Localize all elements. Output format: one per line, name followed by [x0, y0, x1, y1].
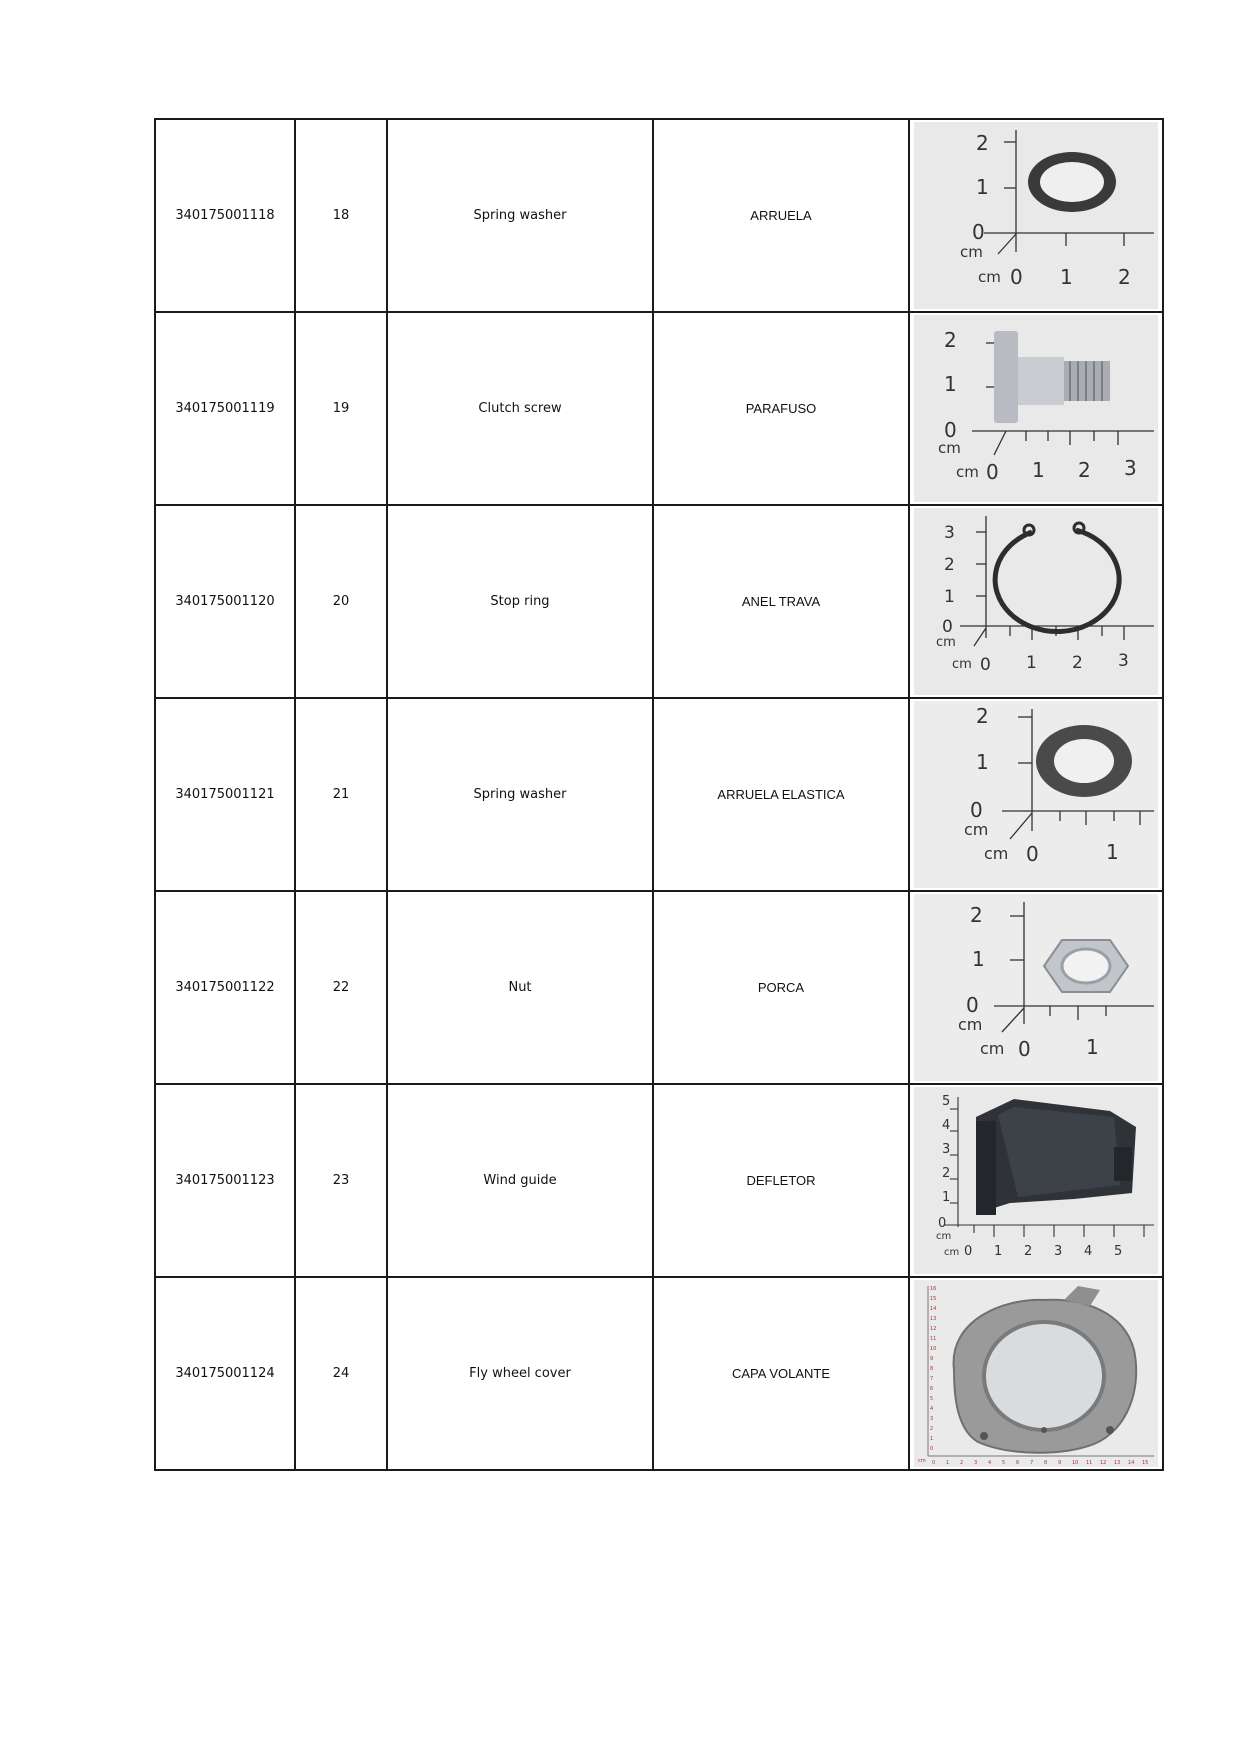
flywheel-cover-photo [914, 1280, 1158, 1467]
scale-y-label: 2 [930, 1426, 934, 1432]
scale-y-label: 16 [930, 1286, 937, 1292]
position-number: 22 [295, 891, 387, 1084]
scale-y-label: 3 [930, 1416, 934, 1422]
part-photo-cell [909, 505, 1163, 698]
scale-x-label: 0 [1026, 842, 1039, 866]
description-en: Spring washer [387, 698, 653, 891]
spring-washer-photo [914, 122, 1158, 309]
scale-y-label: 2 [970, 903, 983, 927]
scale-x-label: 2 [1078, 458, 1091, 482]
description-pt: DEFLETOR [653, 1084, 909, 1277]
scale-unit-label: cm [956, 463, 979, 481]
description-en: Fly wheel cover [387, 1277, 653, 1470]
scale-unit-label: cm [936, 635, 956, 650]
scale-y-label: 0 [930, 1446, 934, 1452]
scale-unit-label: cm [984, 844, 1009, 863]
part-photo-cell [909, 698, 1163, 891]
split-washer-photo [914, 701, 1158, 888]
scale-x-label: 1 [1106, 840, 1119, 864]
position-number: 18 [295, 119, 387, 312]
table-row [155, 119, 1163, 312]
description-pt: ANEL TRAVA [653, 505, 909, 698]
scale-y-label: 0 [970, 798, 983, 822]
scale-unit-label: cm [938, 439, 961, 457]
scale-y-label: 0 [938, 1216, 947, 1231]
part-photo-cell [909, 312, 1163, 505]
position-number: 23 [295, 1084, 387, 1277]
part-code: 340175001124 [155, 1277, 295, 1470]
scale-x-label: 2 [1024, 1244, 1033, 1259]
description-pt: ARRUELA [653, 119, 909, 312]
scale-unit-label: cm [936, 1231, 952, 1242]
description-en: Clutch screw [387, 312, 653, 505]
scale-x-label: 12 [1100, 1460, 1107, 1466]
scale-y-label: 1 [944, 372, 957, 396]
scale-x-label: 15 [1142, 1460, 1149, 1466]
scale-x-label: 4 [988, 1460, 992, 1466]
scale-y-label: 1 [972, 947, 985, 971]
scale-y-label: 0 [942, 617, 953, 637]
description-en: Nut [387, 891, 653, 1084]
scale-y-label: 14 [930, 1306, 937, 1312]
scale-x-label: 2 [960, 1460, 964, 1466]
scale-y-label: 0 [966, 993, 979, 1017]
scale-y-label: 10 [930, 1346, 937, 1352]
scale-y-label: 2 [976, 704, 989, 728]
description-en: Stop ring [387, 505, 653, 698]
scale-y-label: 0 [972, 220, 985, 244]
stop-ring-photo [914, 508, 1158, 695]
scale-y-label: 1 [942, 1190, 951, 1205]
scale-unit-label: cm [958, 1015, 983, 1034]
scale-unit-label: cm [980, 1039, 1005, 1058]
position-number: 21 [295, 698, 387, 891]
scale-x-label: 3 [1124, 456, 1137, 480]
scale-x-label: 1 [1032, 458, 1045, 482]
hex-nut-photo [914, 894, 1158, 1081]
scale-x-label: 14 [1128, 1460, 1135, 1466]
scale-x-label: 1 [1060, 265, 1073, 289]
scale-x-label: 2 [1072, 653, 1083, 673]
position-number: 20 [295, 505, 387, 698]
scale-unit-label: cm [944, 1247, 960, 1258]
scale-x-label: 0 [986, 460, 999, 484]
scale-x-label: 9 [1058, 1460, 1062, 1466]
description-en: Spring washer [387, 119, 653, 312]
scale-x-label: 0 [1018, 1037, 1031, 1061]
scale-unit-label: cm [964, 820, 989, 839]
table-row [155, 698, 1163, 891]
scale-x-label: 11 [1086, 1460, 1093, 1466]
scale-y-label: 7 [930, 1376, 934, 1382]
scale-y-label: 13 [930, 1316, 937, 1322]
scale-x-label: 1 [946, 1460, 950, 1466]
scale-y-label: 9 [930, 1356, 934, 1362]
scale-y-label: 3 [942, 1142, 951, 1157]
scale-y-label: 6 [930, 1386, 934, 1392]
scale-y-label: 4 [942, 1118, 951, 1133]
scale-y-label: 15 [930, 1296, 937, 1302]
scale-y-label: 4 [930, 1406, 934, 1412]
part-code: 340175001123 [155, 1084, 295, 1277]
scale-y-label: 8 [930, 1366, 934, 1372]
scale-x-label: 4 [1084, 1244, 1093, 1259]
scale-unit-label: cm [918, 1458, 926, 1464]
table-row [155, 891, 1163, 1084]
description-en: Wind guide [387, 1084, 653, 1277]
scale-x-label: 1 [1026, 653, 1037, 673]
scale-y-label: 11 [930, 1336, 937, 1342]
description-pt: PARAFUSO [653, 312, 909, 505]
table-row [155, 1277, 1163, 1470]
scale-y-label: 2 [944, 555, 955, 575]
wind-guide-photo [914, 1087, 1158, 1274]
scale-unit-label: cm [952, 657, 972, 672]
scale-y-label: 1 [930, 1436, 934, 1442]
part-code: 340175001122 [155, 891, 295, 1084]
position-number: 24 [295, 1277, 387, 1470]
part-photo-cell [909, 119, 1163, 312]
scale-x-label: 1 [994, 1244, 1003, 1259]
scale-y-label: 5 [930, 1396, 934, 1402]
table-row [155, 1084, 1163, 1277]
scale-y-label: 1 [976, 750, 989, 774]
scale-y-label: 0 [944, 418, 957, 442]
scale-x-label: 1 [1086, 1035, 1099, 1059]
scale-unit-label: cm [978, 268, 1001, 286]
table-row [155, 312, 1163, 505]
part-code: 340175001120 [155, 505, 295, 698]
scale-y-label: 3 [944, 523, 955, 543]
scale-x-label: 5 [1002, 1460, 1006, 1466]
scale-x-label: 0 [932, 1460, 936, 1466]
position-number: 19 [295, 312, 387, 505]
scale-y-label: 2 [942, 1166, 951, 1181]
part-code: 340175001121 [155, 698, 295, 891]
scale-x-label: 10 [1072, 1460, 1079, 1466]
scale-x-label: 3 [1054, 1244, 1063, 1259]
scale-y-label: 1 [944, 587, 955, 607]
scale-x-label: 5 [1114, 1244, 1123, 1259]
scale-y-label: 2 [944, 328, 957, 352]
part-photo-cell [909, 1277, 1163, 1470]
scale-x-label: 13 [1114, 1460, 1121, 1466]
clutch-screw-photo [914, 315, 1158, 502]
parts-table [154, 118, 1164, 1471]
scale-x-label: 0 [1010, 265, 1023, 289]
description-pt: ARRUELA ELASTICA [653, 698, 909, 891]
part-code: 340175001118 [155, 119, 295, 312]
scale-y-label: 1 [976, 175, 989, 199]
scale-y-label: 12 [930, 1326, 937, 1332]
description-pt: PORCA [653, 891, 909, 1084]
table-row [155, 505, 1163, 698]
scale-y-label: 2 [976, 131, 989, 155]
scale-x-label: 3 [1118, 651, 1129, 671]
part-code: 340175001119 [155, 312, 295, 505]
scale-unit-label: cm [960, 243, 983, 261]
description-pt: CAPA VOLANTE [653, 1277, 909, 1470]
scale-x-label: 6 [1016, 1460, 1020, 1466]
scale-x-label: 7 [1030, 1460, 1034, 1466]
scale-y-label: 5 [942, 1094, 951, 1109]
part-photo-cell [909, 1084, 1163, 1277]
scale-x-label: 3 [974, 1460, 978, 1466]
scale-x-label: 0 [980, 655, 991, 675]
scale-x-label: 2 [1118, 265, 1131, 289]
scale-x-label: 8 [1044, 1460, 1048, 1466]
part-photo-cell [909, 891, 1163, 1084]
scale-x-label: 0 [964, 1244, 973, 1259]
